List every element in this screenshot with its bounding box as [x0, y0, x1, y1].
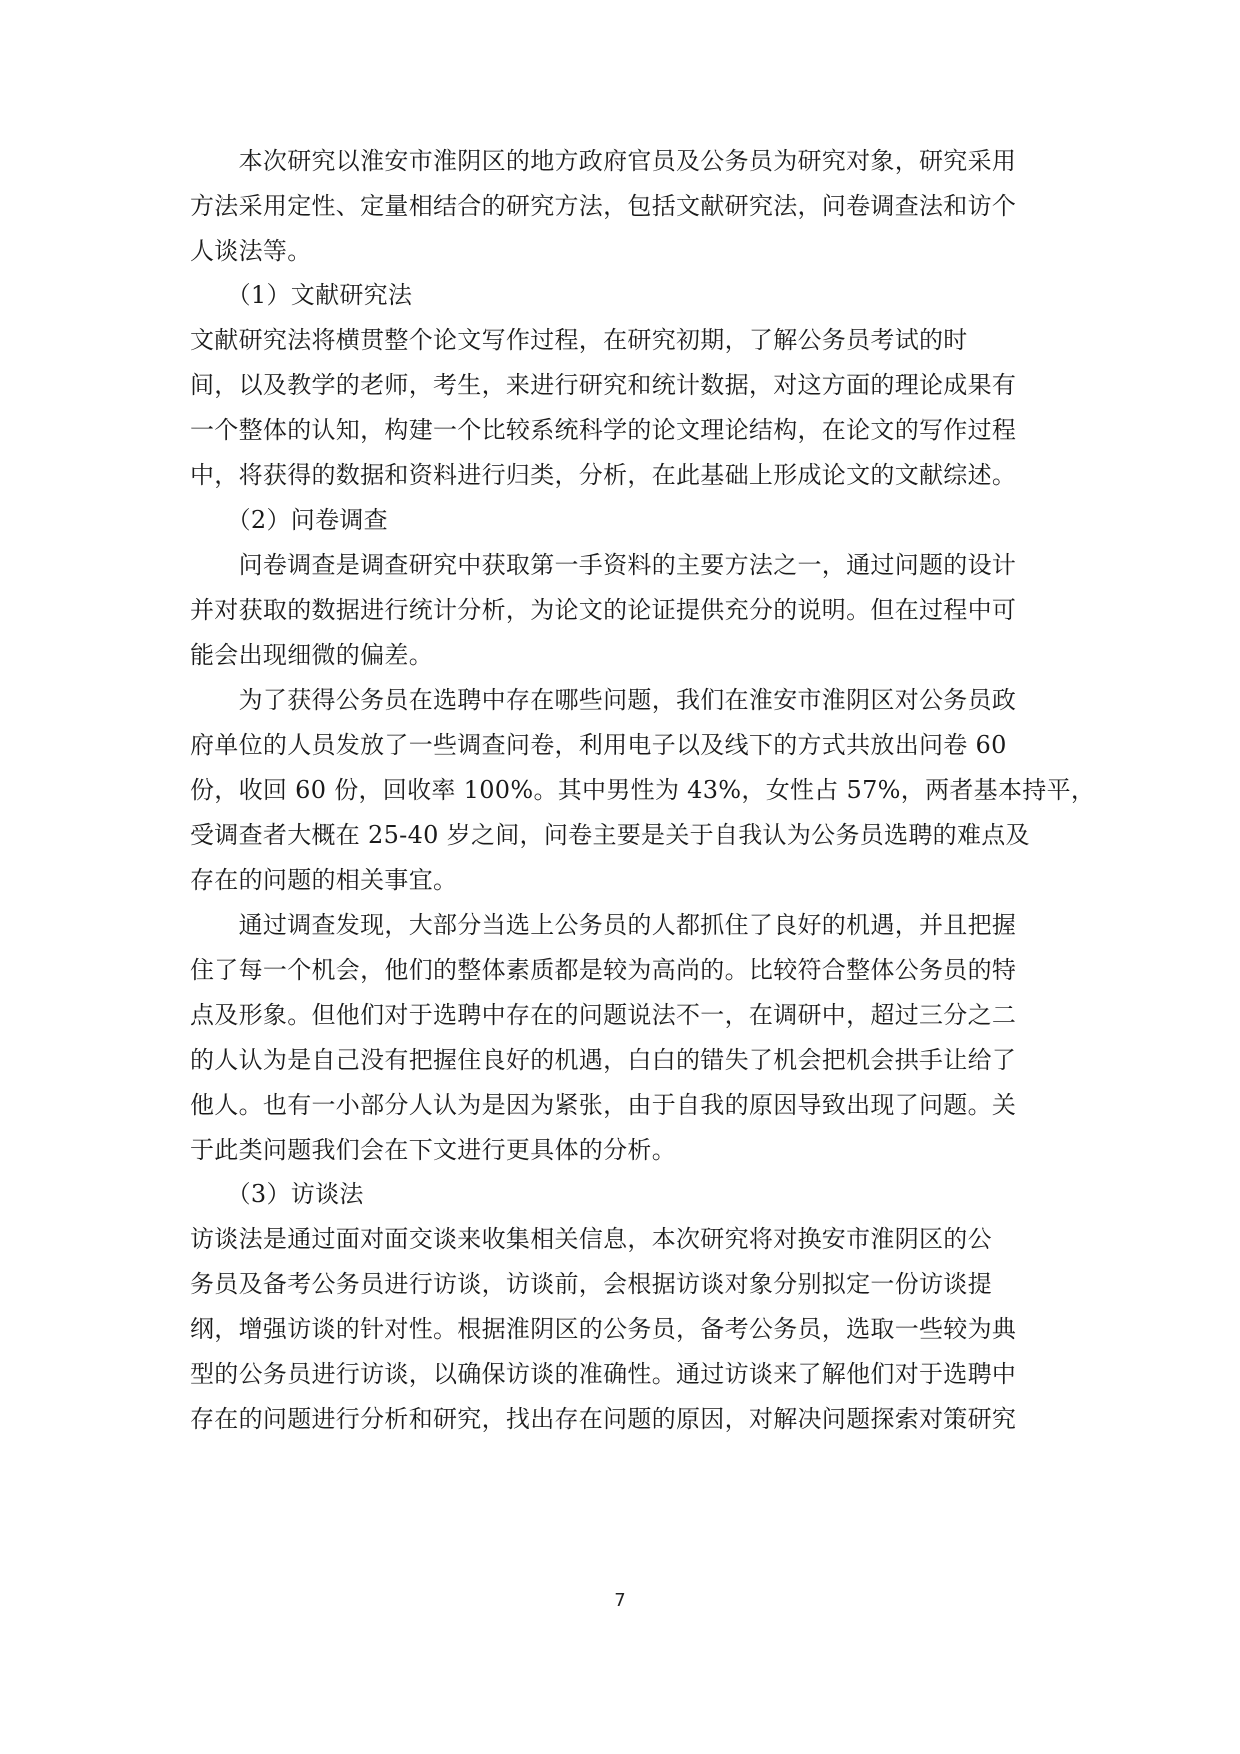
section-heading: （2）问卷调查	[190, 506, 388, 534]
text-line: 份，收回 60 份，回收率 100%。其中男性为 43%，女性占 57%，两者基本持平，	[190, 776, 1096, 804]
text-line: 一个整体的认知，构建一个比较系统科学的论文理论结构，在论文的写作过程	[190, 416, 1017, 444]
text-line: 问卷调查是调查研究中获取第一手资料的主要方法之一，通过问题的设计	[190, 551, 1017, 579]
text-line: 为了获得公务员在选聘中存在哪些问题，我们在淮安市淮阴区对公务员政	[190, 686, 1017, 714]
text-line: 型的公务员进行访谈，以确保访谈的准确性。通过访谈来了解他们对于选聘中	[190, 1360, 1017, 1388]
text-line: 府单位的人员发放了一些调查问卷，利用电子以及线下的方式共放出问卷 60	[190, 731, 1007, 759]
text-line: 的人认为是自己没有把握住良好的机遇，白白的错失了机会把机会拱手让给了	[190, 1046, 1017, 1074]
text-line: 存在的问题的相关事宜。	[190, 866, 458, 894]
text-line: 文献研究法将横贯整个论文写作过程，在研究初期，了解公务员考试的时	[190, 326, 968, 354]
text-line: 务员及备考公务员进行访谈，访谈前，会根据访谈对象分别拟定一份访谈提	[190, 1270, 992, 1298]
text-line: 存在的问题进行分析和研究，找出存在问题的原因，对解决问题探索对策研究	[190, 1405, 1017, 1433]
text-line: 本次研究以淮安市淮阴区的地方政府官员及公务员为研究对象，研究采用	[190, 147, 1017, 175]
text-line: 间，以及教学的老师，考生，来进行研究和统计数据，对这方面的理论成果有	[190, 371, 1017, 399]
text-line: 点及形象。但他们对于选聘中存在的问题说法不一，在调研中，超过三分之二	[190, 1001, 1017, 1029]
text-line: 受调查者大概在 25-40 岁之间，问卷主要是关于自我认为公务员选聘的难点及	[190, 821, 1030, 849]
text-line: 人谈法等。	[190, 237, 312, 265]
text-line: 并对获取的数据进行统计分析，为论文的论证提供充分的说明。但在过程中可	[190, 596, 1017, 624]
text-line: 方法采用定性、定量相结合的研究方法，包括文献研究法，问卷调查法和访个	[190, 192, 1017, 220]
text-line: 纲，增强访谈的针对性。根据淮阴区的公务员，备考公务员，选取一些较为典	[190, 1315, 1017, 1343]
text-line: 通过调查发现，大部分当选上公务员的人都抓住了良好的机遇，并且把握	[190, 911, 1017, 939]
section-heading: （3）访谈法	[190, 1180, 364, 1208]
text-line: 访谈法是通过面对面交谈来收集相关信息，本次研究将对换安市淮阴区的公	[190, 1225, 992, 1253]
text-line: 他人。也有一小部分人认为是因为紧张，由于自我的原因导致出现了问题。关	[190, 1091, 1017, 1119]
text-line: 能会出现细微的偏差。	[190, 641, 433, 669]
section-heading: （1）文献研究法	[190, 281, 413, 309]
text-line: 中，将获得的数据和资料进行归类，分析，在此基础上形成论文的文献综述。	[190, 461, 1017, 489]
text-line: 于此类问题我们会在下文进行更具体的分析。	[190, 1136, 676, 1164]
text-line: 住了每一个机会，他们的整体素质都是较为高尚的。比较符合整体公务员的特	[190, 956, 1017, 984]
page-number: 7	[614, 1590, 626, 1611]
